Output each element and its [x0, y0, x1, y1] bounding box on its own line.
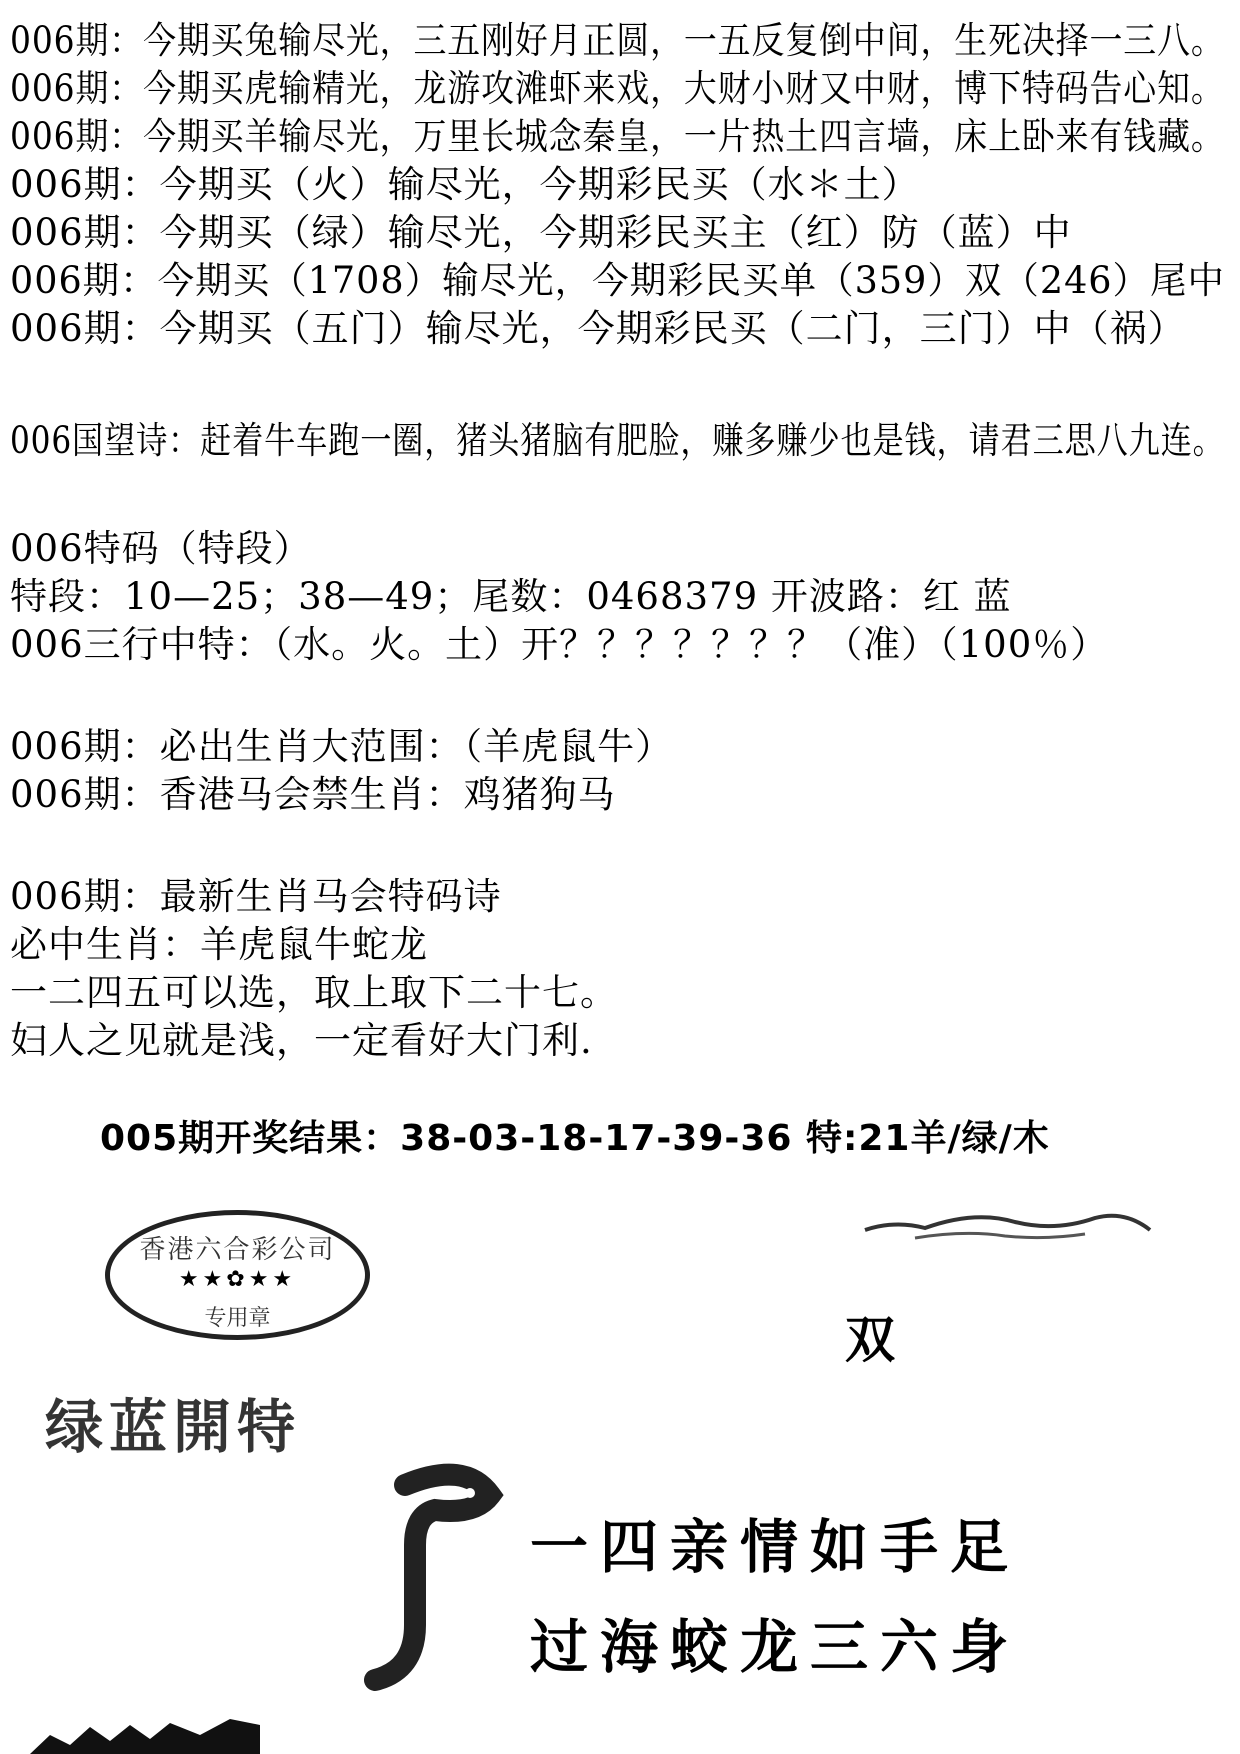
- poem-line: 006国望诗：赶着牛车跑一圈，猪头猪脑有肥脸，赚多赚少也是钱，请君三思八九连。: [10, 419, 1225, 462]
- special-segment-line: 特段：10—25；38—49；尾数：0468379 开波路：红 蓝: [10, 575, 1012, 618]
- handwritten-scribble: [855, 1200, 1155, 1250]
- zodiac-poem-heading: 006期：最新生肖马会特码诗: [10, 875, 502, 918]
- official-stamp: [105, 1210, 370, 1340]
- green-blue-open-special: 绿蓝開特: [45, 1393, 302, 1461]
- double-mark: 双: [845, 1310, 895, 1369]
- stamp-stars: ★★✿★★: [178, 1267, 297, 1292]
- verse-line-2: 过海蛟龙三六身: [530, 1613, 1021, 1681]
- prophecy-line-2: 006期：今期买虎输精光，龙游攻滩虾来戏，大财小财又中财，博下特码告心知。: [10, 67, 1225, 110]
- stamp-title: 香港六合彩公司: [139, 1235, 336, 1265]
- prophecy-line-3: 006期：今期买羊输尽光，万里长城念秦皇，一片热土四言墙，床上卧来有钱藏。: [10, 115, 1225, 158]
- tail-number-line: 006期：今期买（1708）输尽光，今期彩民买单（359）双（246）尾中: [10, 259, 1226, 302]
- draw-result: 005期开奖结果：38-03-18-17-39-36 特:21羊/绿/木: [100, 1118, 1050, 1159]
- special-code-heading: 006特码（特段）: [10, 527, 312, 570]
- poem-verse-line-1: 一二四五可以选，取上取下二十七。: [10, 971, 618, 1014]
- three-elements-line: 006三行中特：（水。火。土）开？？？？？？？（准）（100％）: [10, 623, 1109, 666]
- snake-illustration: [355, 1455, 505, 1695]
- gate-line: 006期：今期买（五门）输尽光，今期彩民买（二门，三门）中（祸）: [10, 307, 1186, 350]
- prophecy-line-1: 006期：今期买兔输尽光，三五刚好月正圆，一五反复倒中间，生死决择一三八。: [10, 19, 1225, 62]
- verse-line-1: 一四亲情如手足: [530, 1513, 1021, 1581]
- poem-verse-line-2: 妇人之见就是浅，一定看好大门利.: [10, 1019, 593, 1062]
- element-line: 006期：今期买（火）输尽光，今期彩民买（水＊土）: [10, 163, 920, 206]
- corner-decoration: [30, 1705, 260, 1754]
- stamp-label: 专用章: [204, 1306, 271, 1331]
- must-hit-zodiac-line: 必中生肖：羊虎鼠牛蛇龙: [10, 923, 428, 966]
- must-zodiac-line: 006期：必出生肖大范围：（羊虎鼠牛）: [10, 725, 674, 768]
- banned-zodiac-line: 006期：香港马会禁生肖：鸡猪狗马: [10, 773, 616, 816]
- color-line: 006期：今期买（绿）输尽光，今期彩民买主（红）防（蓝）中: [10, 211, 1072, 254]
